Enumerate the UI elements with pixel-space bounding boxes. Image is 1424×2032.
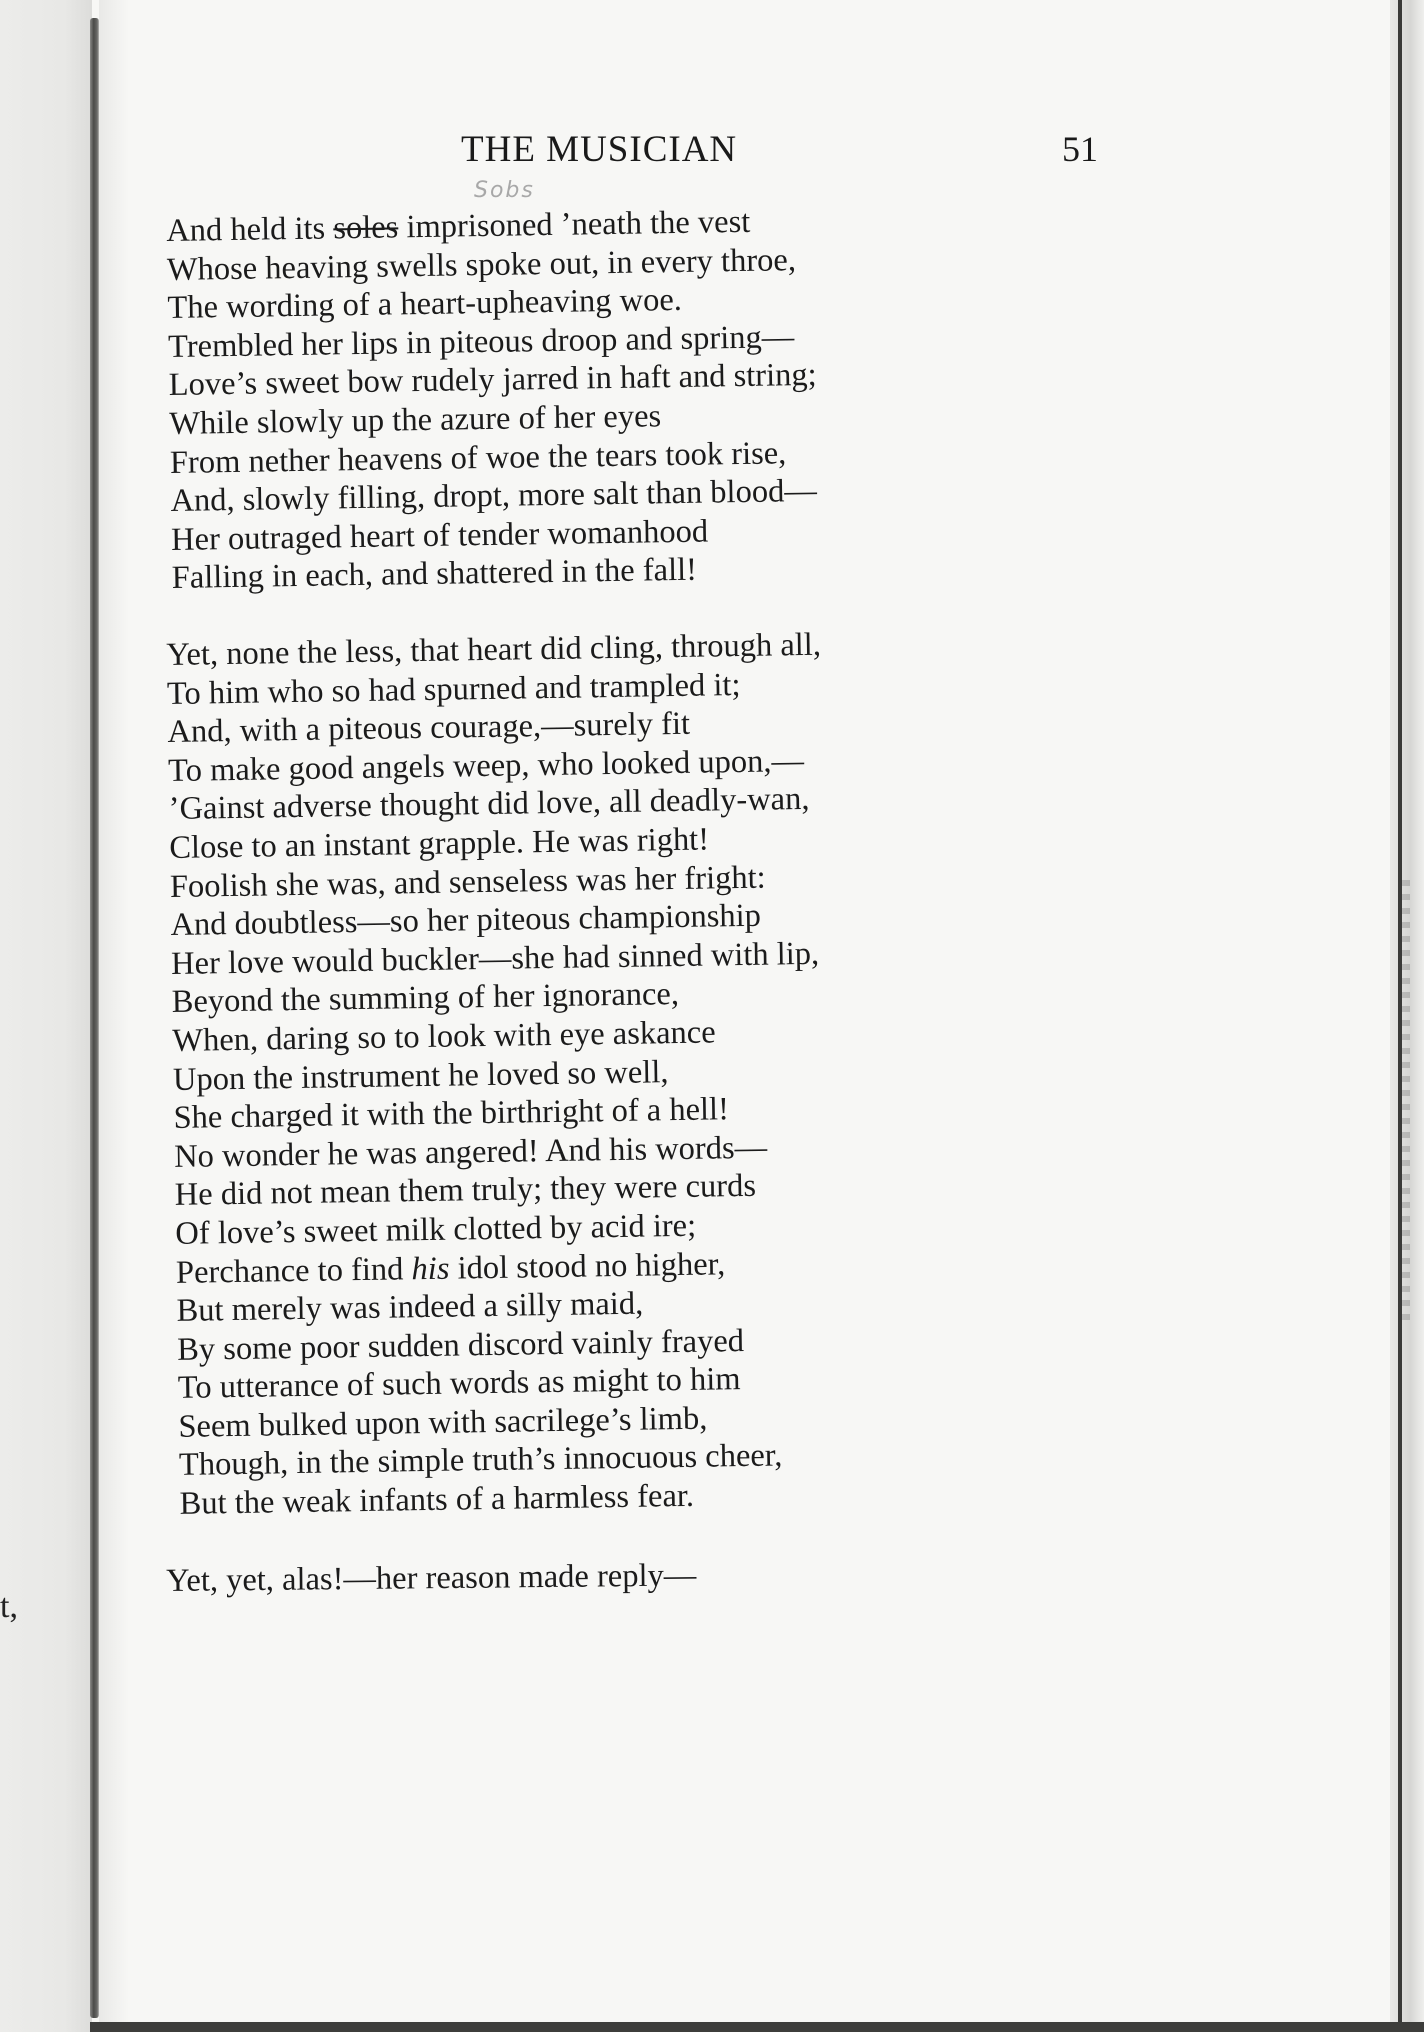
- poem-line: When, daring so to look with eye askance: [172, 1014, 716, 1059]
- poem-line: He did not mean them truly; they were curds: [174, 1168, 757, 1214]
- poem-line: Yet, none the less, that heart did cling, through all,: [166, 626, 822, 673]
- poem-line: ’Gainst adverse thought did love, all deadly-wan,: [168, 781, 810, 828]
- poem-line: Whose heaving swells spoke out, in every throe,: [166, 241, 797, 288]
- poem-line: But merely was indeed a silly maid,: [176, 1285, 644, 1329]
- poem-line: But the weak infants of a harmless fear.: [179, 1477, 695, 1522]
- line-segment: And held its: [166, 210, 334, 249]
- poem-text: [166, 203, 1166, 1600]
- binding-edge-line: [90, 18, 99, 2018]
- poem-line: Falling in each, and shattered in the fall!: [171, 552, 698, 597]
- poem-line: From nether heavens of woe the tears took rise,: [169, 434, 787, 481]
- poem-line: To utterance of such words as might to him: [177, 1361, 741, 1407]
- page-number: 51: [1062, 129, 1098, 169]
- poem-line: Trembled her lips in piteous droop and spring—: [167, 318, 795, 365]
- italic-word: his: [411, 1250, 450, 1287]
- poem-line: Upon the instrument he loved so well,: [172, 1053, 669, 1098]
- poem-line: She charged it with the birthright of a hell!: [173, 1091, 730, 1137]
- previous-page-fragment: t,: [0, 1588, 18, 1625]
- poem-line: Beyond the summing of her ignorance,: [171, 976, 680, 1021]
- poem-line: Her outraged heart of tender womanhood: [170, 513, 709, 558]
- poem-line: Seem bulked upon with sacrilege’s limb,: [178, 1400, 708, 1445]
- poem-line: To him who so had spurned and trampled it;: [166, 666, 741, 712]
- poem-line: Her love would buckler—she had sinned with lip,: [170, 935, 820, 982]
- poem-line: To make good angels weep, who looked upon,—: [167, 742, 805, 789]
- gutter-shadow: [99, 0, 129, 2032]
- running-head: THE MUSICIAN: [461, 129, 738, 170]
- poem-line: Though, in the simple truth’s innocuous cheer,: [178, 1437, 783, 1484]
- poem-line: The wording of a heart-upheaving woe.: [167, 282, 683, 327]
- poem-line: And, slowly filling, dropt, more salt than blood—: [170, 472, 818, 520]
- poem-line: Of love’s sweet milk clotted by acid ire;: [175, 1207, 697, 1252]
- bottom-page-edge: [90, 2022, 1424, 2032]
- struck-word: soles: [333, 209, 399, 247]
- handwritten-annotation: Sobs: [474, 178, 535, 203]
- line-segment: imprisoned ’neath the vest: [398, 203, 751, 246]
- poem-line: Yet, yet, alas!—her reason made reply—: [166, 1557, 697, 1599]
- stanza-2: [166, 620, 1180, 1523]
- stanza-1: [166, 196, 1172, 598]
- poem-line: While slowly up the azure of her eyes: [169, 398, 662, 442]
- poem-line: Love’s sweet bow rudely jarred in haft and string;: [168, 357, 817, 404]
- poem-line: And doubtless—so her piteous championship: [170, 897, 762, 944]
- binding-gutter: [0, 0, 92, 2032]
- poem-line: By some poor sudden discord vainly frayed: [176, 1322, 745, 1368]
- stanza-3: [166, 1551, 1166, 1600]
- poem-line: And, with a piteous courage,—surely fit: [167, 705, 691, 751]
- poem-line: Close to an instant grapple. He was right!: [169, 821, 710, 866]
- show-through-text: [1400, 880, 1410, 1320]
- line-segment: idol stood no higher,: [449, 1245, 726, 1287]
- poem-line: Foolish she was, and senseless was her fright:: [169, 859, 766, 905]
- poem-line: No wonder he was angered! And his words—: [173, 1129, 768, 1175]
- line-segment: Perchance to find: [175, 1250, 412, 1291]
